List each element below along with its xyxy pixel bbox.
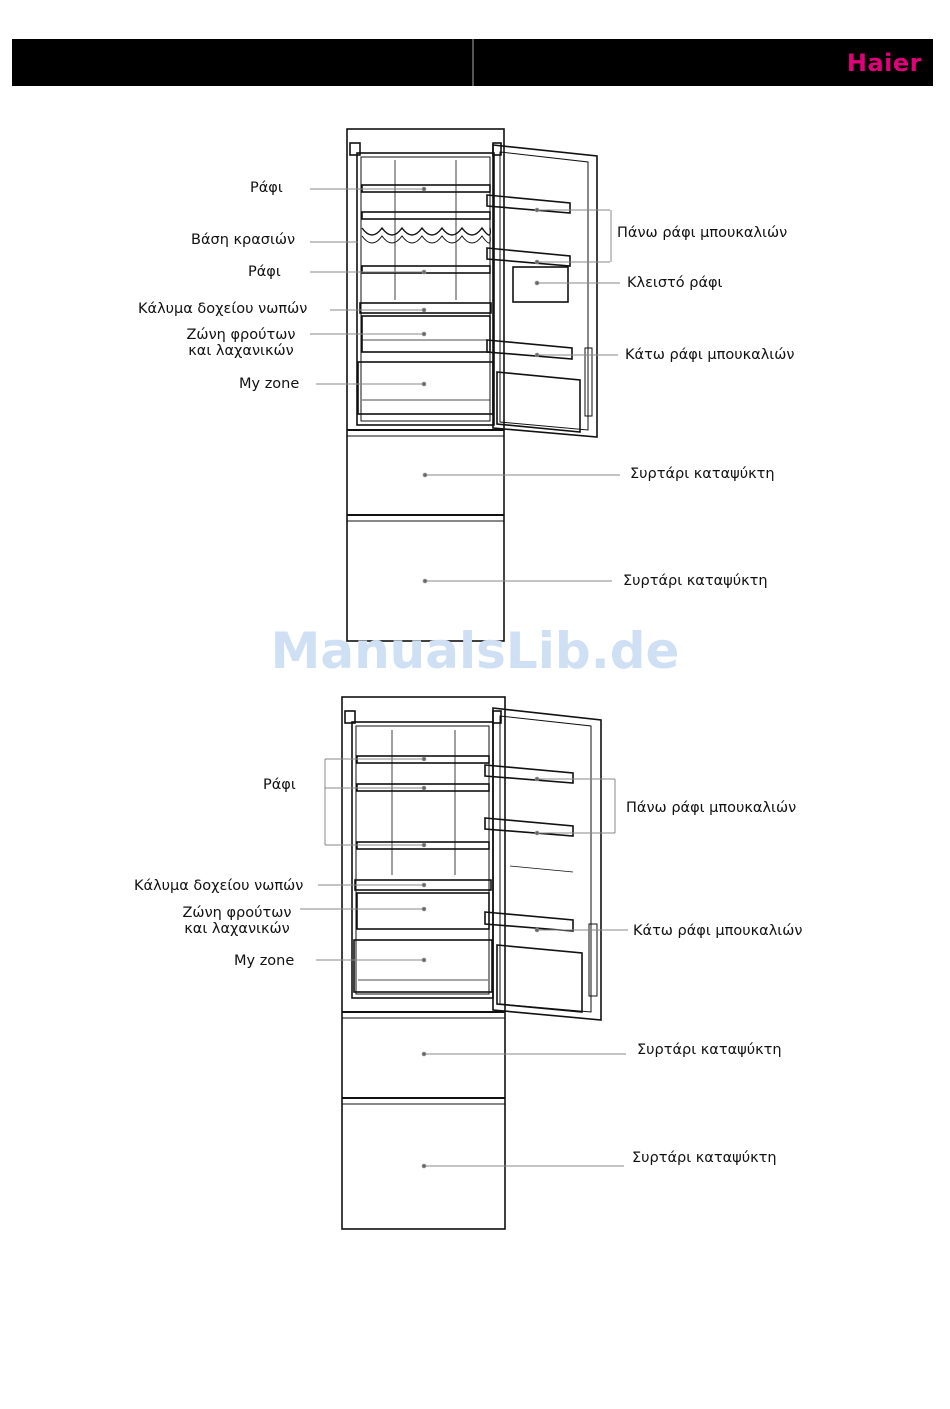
label-fruit-zone-bottom	[181, 905, 293, 937]
label-freezer-drawer-2-bottom: Συρτάρι καταψύκτη	[632, 1150, 777, 1166]
label-closed-shelf: Κλειστό ράφι	[627, 275, 723, 291]
label-crisper-cover: Κάλυμα δοχείου νωπών	[138, 301, 308, 317]
label-fruit-zone-bottom-line1: Ζώνη φρούτων	[182, 905, 292, 921]
leaders-bottom	[300, 757, 628, 1168]
label-lower-bottle-shelf: Κάτω ράφι μπουκαλιών	[625, 347, 795, 363]
label-upper-bottle-shelf: Πάνω ράφι μπουκαλιών	[617, 225, 788, 241]
label-shelf-2: Ράφι	[248, 264, 281, 280]
label-wine-rack: Βάση κρασιών	[191, 232, 296, 248]
label-freezer-drawer-1-bottom: Συρτάρι καταψύκτη	[637, 1042, 782, 1058]
label-fruit-zone-line2: και λαχανικών	[188, 343, 294, 359]
label-shelf-1: Ράφι	[250, 180, 283, 196]
label-fruit-zone-bottom-line2: και λαχανικών	[184, 921, 290, 937]
label-upper-bottle-shelf-bottom: Πάνω ράφι μπουκαλιών	[626, 800, 797, 816]
watermark: ManualsLib.de	[270, 622, 680, 680]
label-shelf: Ράφι	[263, 777, 296, 793]
label-freezer-drawer-1: Συρτάρι καταψύκτη	[630, 466, 775, 482]
fridge-top	[347, 129, 597, 641]
label-freezer-drawer-2: Συρτάρι καταψύκτη	[623, 573, 768, 589]
label-my-zone-bottom: My zone	[234, 953, 295, 969]
label-fruit-zone-line1: Ζώνη φρούτων	[186, 327, 296, 343]
label-my-zone: My zone	[239, 376, 300, 392]
brand-logo: Haier	[846, 49, 922, 77]
fridge-bottom	[342, 697, 601, 1229]
label-crisper-cover-bottom: Κάλυμα δοχείου νωπών	[134, 878, 304, 894]
label-fruit-zone	[185, 327, 297, 359]
label-lower-bottle-shelf-bottom: Κάτω ράφι μπουκαλιών	[633, 923, 803, 939]
